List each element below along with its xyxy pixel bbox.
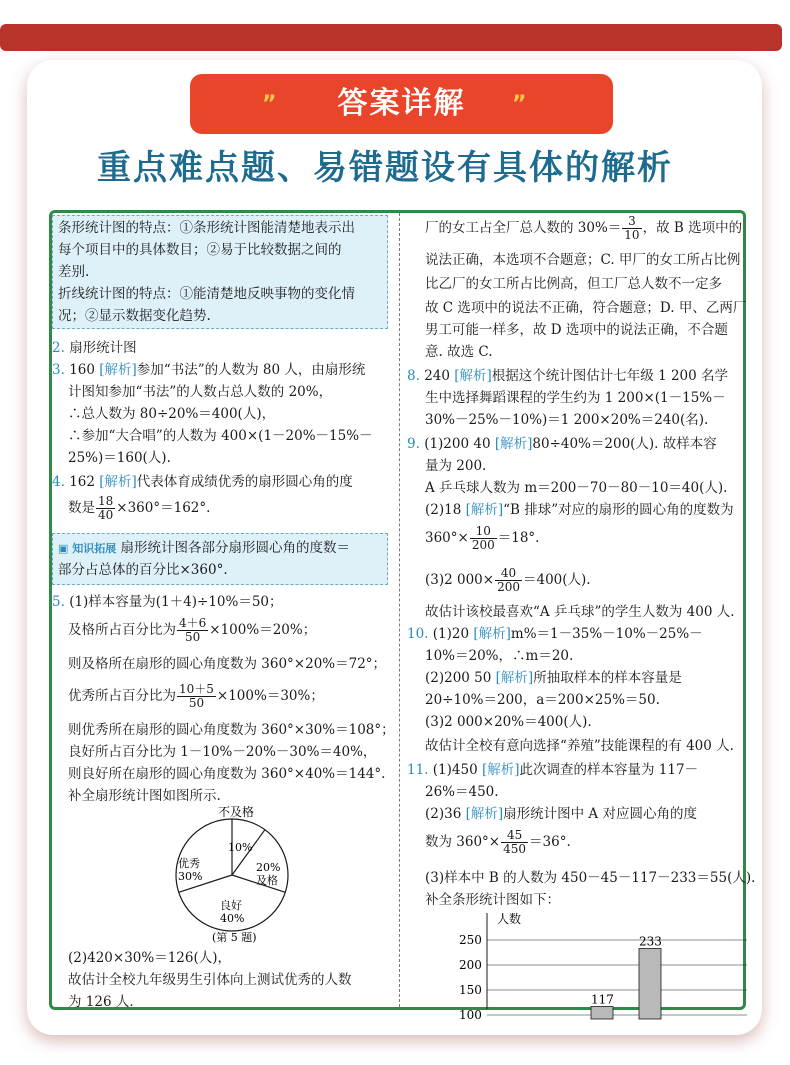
answer-line: 则及格所在扇形的圆心角度数为 360°×20%＝72°； (68, 656, 387, 672)
analysis-tag: [解析] (473, 626, 511, 642)
denominator: 40 (98, 508, 114, 522)
y-axis-label: 人数 (497, 912, 522, 926)
answer-text: (3)2 000× (425, 572, 495, 588)
question-number: 5. (52, 594, 65, 610)
tip-text: 扇形统计图各部分扇形圆心角的度数＝ (120, 540, 351, 556)
knowledge-extension-line (58, 537, 350, 560)
answer-page-frame (49, 210, 756, 1022)
answer-text: m%＝1－35%－10%－25%－ (510, 626, 703, 642)
bar-chart-q11 (437, 909, 767, 1022)
question-number: 9. (407, 436, 420, 452)
answer-line: 计图知参加“书法”的人数占总人数的 20%， (68, 384, 333, 400)
answer-line: A 乒乓球人数为 m＝200－70－80－10＝40(人). (425, 480, 728, 496)
numerator: 10＋5 (179, 682, 214, 696)
pie-top-label: 不及格 (218, 805, 255, 819)
answer-line: 比乙厂的女工所占比例高，但工厂总人数不一定多 (425, 276, 722, 292)
bar-chart-bars (591, 935, 662, 1020)
answer-line: 26%＝450. (425, 784, 499, 800)
answer-line: 故估计全校九年级男生引体向上测试优秀的人数 (68, 972, 352, 988)
question-number: 10. (407, 626, 429, 642)
numerator: 4＋6 (179, 616, 207, 630)
page-subtitle: 重点难点题、易错题设有具体的解析 (97, 148, 673, 188)
answer-line (68, 683, 324, 710)
fraction (96, 495, 115, 522)
answer-text: 160 (69, 362, 100, 378)
answer-line (425, 215, 742, 242)
answer-line: 故 C 选项中的说法不正确，符合题意；D. 甲、乙两厂 (425, 300, 747, 316)
answer-line: ∴参加“大合唱”的人数为 400×(1－20%－15%－ (68, 428, 373, 444)
numerator: 10 (470, 525, 497, 539)
denominator: 200 (497, 580, 520, 594)
answer-text: 厂的女工占全厂总人数的 30%＝ (425, 220, 622, 236)
answer-text: 及格所占百分比为 (68, 622, 176, 638)
answer-text: 参加“书法”的人数为 80 人，由扇形统 (136, 362, 366, 378)
pie-chart-q5 (162, 805, 312, 945)
fraction (470, 525, 497, 552)
fraction (177, 617, 208, 644)
fraction (501, 829, 528, 856)
answer-text: (1)样本容量为(1＋4)÷10%＝50； (69, 594, 283, 610)
answer-line: 补全扇形统计图如图所示. (68, 788, 221, 804)
numerator: 3 (622, 215, 641, 229)
denominator: 50 (185, 630, 201, 644)
tip-line: 折线统计图的特点：①能清楚地反映事物的变化情 (58, 286, 355, 302)
question-number: 8. (407, 368, 420, 384)
answer-text: 扇形统计图中 A 对应圆心角的度 (503, 806, 697, 822)
bar-value-label: 117 (591, 992, 614, 1007)
question-number: 4. (52, 474, 65, 490)
question-2 (52, 337, 137, 359)
question-9 (407, 433, 717, 455)
answer-line: 故估计全校有意向选择“养殖”技能课程的有 400 人. (425, 738, 734, 754)
question-number: 2. (52, 340, 65, 356)
answer-text: 扇形统计图 (69, 340, 137, 356)
answer-text: 优秀所占百分比为 (68, 688, 176, 704)
answer-line: 量为 200. (425, 458, 487, 474)
answer-line: 为 126 人. (68, 994, 134, 1010)
answer-text: 80÷40%＝200(人). 故样本容 (532, 436, 717, 452)
analysis-tag: [解析] (495, 670, 534, 686)
tip-line: 差别. (58, 264, 90, 280)
fraction (495, 567, 522, 594)
answer-line (425, 829, 571, 856)
answer-line (425, 525, 539, 552)
bar (639, 949, 661, 1020)
knowledge-extension-label: ▣ 知识拓展 (58, 542, 117, 555)
analysis-tag: [解析] (99, 362, 137, 378)
answer-text: 162 (69, 474, 100, 490)
top-banner-bar (0, 24, 782, 51)
analysis-tag: [解析] (481, 762, 520, 778)
answer-text: (1)450 (432, 762, 482, 778)
bar (591, 1007, 613, 1020)
answer-line: 则优秀所在扇形的圆心角度数为 360°×30%＝108°； (68, 722, 395, 738)
bar-value-label: 233 (639, 934, 662, 949)
answer-line: ∴总人数为 80÷20%＝400(人)， (68, 406, 276, 422)
answer-line: 说法正确，本选项不合题意；C. 甲厂的女工所占比例 (425, 252, 741, 268)
numerator: 40 (495, 567, 522, 581)
y-tick-label: 150 (459, 983, 482, 997)
answer-text: 360°× (425, 530, 469, 546)
question-5 (52, 591, 283, 613)
fraction (622, 215, 641, 242)
question-4 (52, 471, 353, 493)
question-3 (52, 359, 365, 381)
question-10 (407, 623, 703, 645)
answer-text: (1)20 (432, 626, 474, 642)
answer-text: 数是 (68, 500, 95, 516)
question-number: 3. (52, 362, 65, 378)
answer-text: ，故 B 选项中的 (642, 220, 743, 236)
pie-slice-label: 良好 40% (220, 899, 245, 925)
tip-line: 条形统计图的特点：①条形统计图能清楚地表示出 (58, 220, 355, 236)
answer-text: 240 (424, 368, 455, 384)
tip-line: 部分占总体的百分比×360°. (58, 562, 228, 578)
y-tick-label: 250 (459, 933, 482, 947)
analysis-tag: [解析] (465, 502, 504, 518)
answer-text: (1)200 40 (424, 436, 495, 452)
answer-text: (2)36 (425, 806, 466, 822)
answer-line (68, 495, 210, 522)
page-title: 答案详解 (337, 86, 466, 121)
numerator: 45 (501, 829, 528, 843)
answer-text: 数为 360°× (425, 834, 501, 850)
question-11 (407, 759, 698, 781)
answer-line (68, 617, 316, 644)
denominator: 200 (471, 538, 495, 552)
pie-slice-label: 20%及格 (256, 861, 281, 887)
answer-line: (3)样本中 B 的人数为 450－45－117－233＝55(人). (425, 870, 756, 886)
answer-text: (2)18 (425, 502, 466, 518)
answer-line: 20÷10%＝200，a＝200×25%＝50. (425, 692, 660, 708)
answer-line (425, 803, 697, 825)
answer-text: ＝18°. (497, 530, 540, 546)
pie-slice-label: 10% (228, 841, 253, 854)
answer-text: 根据这个统计图估计七年级 1 200 名学 (491, 368, 729, 384)
answer-line: 生中选择舞蹈课程的学生约为 1 200×(1－15%－ (425, 390, 726, 406)
answer-line: 补全条形统计图如下： (425, 892, 560, 908)
answer-text: ×100%＝30%； (216, 688, 324, 704)
numerator: 18 (98, 494, 114, 508)
answer-line (425, 567, 591, 594)
quote-mark-left: ” (262, 92, 275, 117)
question-8 (407, 365, 728, 387)
answer-line (425, 499, 734, 521)
answer-line: (2)420×30%＝126(人)， (68, 950, 232, 966)
y-tick-label: 100 (459, 1008, 482, 1022)
answer-text: ×100%＝20%； (209, 622, 317, 638)
pie-caption: (第 5 题) (212, 931, 257, 944)
answer-line: 故估计该校最喜欢“A 乒乓球”的学生人数为 400 人. (425, 604, 735, 620)
answer-text: 所抽取样本的样本容量是 (533, 670, 682, 686)
question-number: 11. (407, 762, 429, 778)
answer-text: “B 排球”对应的扇形的圆心角的度数为 (503, 502, 734, 518)
analysis-tag: [解析] (494, 436, 533, 452)
pie-slice-label: 优秀 30% (178, 857, 203, 883)
answer-line: 良好所占百分比为 1－10%－20%－30%＝40%， (68, 744, 377, 760)
y-tick-label: 200 (459, 958, 482, 972)
title-pill (190, 74, 613, 134)
answer-line: 25%)＝160(人). (68, 450, 171, 466)
fraction (177, 683, 216, 710)
tip-line: 每个项目中的具体数目；②易于比较数据之间的 (58, 242, 342, 258)
answer-text: ＝400(人). (523, 572, 591, 588)
analysis-tag: [解析] (454, 368, 492, 384)
denominator: 10 (624, 228, 640, 242)
answer-line: 30%－25%－10%)＝1 200×20%＝240(名). (425, 412, 709, 428)
answer-line: 男工可能一样多，故 D 选项中的说法正确，不合题 (425, 322, 728, 338)
answer-line (425, 667, 682, 689)
analysis-tag: [解析] (99, 474, 137, 490)
answer-line: (3)2 000×20%＝400(人). (425, 714, 592, 730)
answer-text: (2)200 50 (425, 670, 496, 686)
answer-line: 10%＝20%，∴m＝20. (425, 648, 574, 664)
denominator: 50 (188, 696, 205, 710)
answer-text: ×360°＝162°. (116, 500, 211, 516)
answer-line: 则良好所在扇形的圆心角度数为 360°×40%＝144°. (68, 766, 386, 782)
denominator: 450 (503, 842, 527, 856)
quote-mark-right: ” (512, 92, 525, 117)
answer-line: 意. 故选 C. (425, 344, 493, 360)
tip-line: 况；②显示数据变化趋势. (58, 308, 211, 324)
analysis-tag: [解析] (465, 806, 504, 822)
column-divider (399, 213, 400, 1007)
answer-text: 此次调查的样本容量为 117－ (519, 762, 699, 778)
answer-text: 代表体育成绩优秀的扇形圆心角的度 (136, 474, 353, 490)
answer-text: ＝36°. (529, 834, 571, 850)
